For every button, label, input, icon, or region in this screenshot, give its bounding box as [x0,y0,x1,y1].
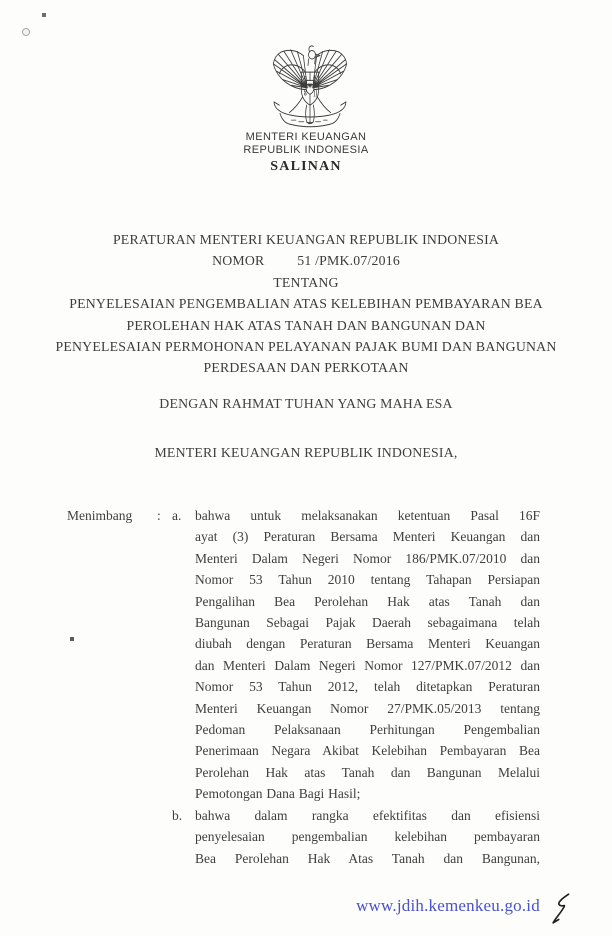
title-line: PENYELESAIAN PENGEMBALIAN ATAS KELEBIHAN PEMBAYARAN BEA [69,296,543,312]
republic-name: REPUBLIK INDONESIA [243,143,369,156]
item-letter: a. [172,508,182,523]
considering-item-a [172,505,540,805]
title-line: TENTANG [273,274,339,290]
body-line: penyelesaian pengembalian kelebihan pembayaran [195,829,540,845]
invocation-line: DENGAN RAHMAT TUHAN YANG MAHA ESA [159,396,453,411]
ministry-name: MENTERI KEUANGAN [245,131,367,143]
authority-line: MENTERI KEUANGAN REPUBLIK INDONESIA, [154,445,458,460]
body-line: Nomor 53 Tahun 2012, telah ditetapkan Peraturan [195,679,540,695]
title-number-line: NOMOR 51 /PMK.07/2016 [212,253,400,269]
body-line: Menteri Keuangan Nomor 27/PMK.05/2013 tentang [195,700,540,716]
copy-stamp-label: SALINAN [270,159,342,174]
body-line: Penerimaan Negara Akibat Kelebihan Pembayaran Bea [195,743,540,759]
body-line: Perolehan Hak atas Tanah dan Bangunan Melalui [195,764,540,780]
title-line: PEROLEHAN HAK ATAS TANAH DAN BANGUNAN DAN [126,317,486,333]
item-letter: b. [172,807,183,823]
body-line: Menteri Dalam Negeri Nomor 186/PMK.07/2010 dan [195,550,540,566]
body-line: Pemotongan Dana Bagi Hasil; [195,786,361,802]
scan-speck [22,28,30,36]
considering-label: Menimbang [67,508,133,523]
body-line: dan Menteri Dalam Negeri Nomor 127/PMK.07/2012 dan [195,657,540,673]
title-line: PENYELESAIAN PERMOHONAN PELAYANAN PAJAK BUMI DAN BANGUNAN [55,339,557,355]
body-line: Pedoman Pelaksanaan Perhitungan Pengembalian [195,722,540,738]
body-line: bahwa untuk melaksanakan ketentuan Pasal 16F [195,508,540,523]
item-text [195,505,540,805]
scan-speck [42,13,46,17]
body-line: ayat (3) Peraturan Bersama Menteri Keuangan dan [195,529,540,545]
body-line: bahwa dalam rangka efektifitas dan efisiensi [195,807,540,823]
body-line: Bea Perolehan Hak Atas Tanah dan Bangunan, [195,850,540,866]
body-line: Bangunan Sebagai Pajak Daerah sebagaimana telah [195,615,540,631]
considering-section [67,505,540,869]
considering-colon: : [157,508,161,523]
title-line: PERDESAAN DAN PERKOTAAN [203,360,409,376]
body-line: Pengalihan Bea Perolehan Hak atas Tanah dan [195,593,540,609]
jdih-website-link[interactable]: www.jdih.kemenkeu.go.id [356,896,540,915]
item-text [195,805,540,869]
regulation-title [40,229,572,379]
body-line: diubah dengan Peraturan Bersama Menteri Keuangan [195,636,540,652]
garuda-pancasila-emblem-icon [270,44,350,130]
letterhead [0,131,612,174]
title-line: PERATURAN MENTERI KEUANGAN REPUBLIK INDONESIA [112,232,500,247]
considering-item-b [172,805,540,869]
handwritten-initial-mark [551,892,573,922]
body-line: Nomor 53 Tahun 2010 tentang Tahapan Persiapan [195,572,540,588]
